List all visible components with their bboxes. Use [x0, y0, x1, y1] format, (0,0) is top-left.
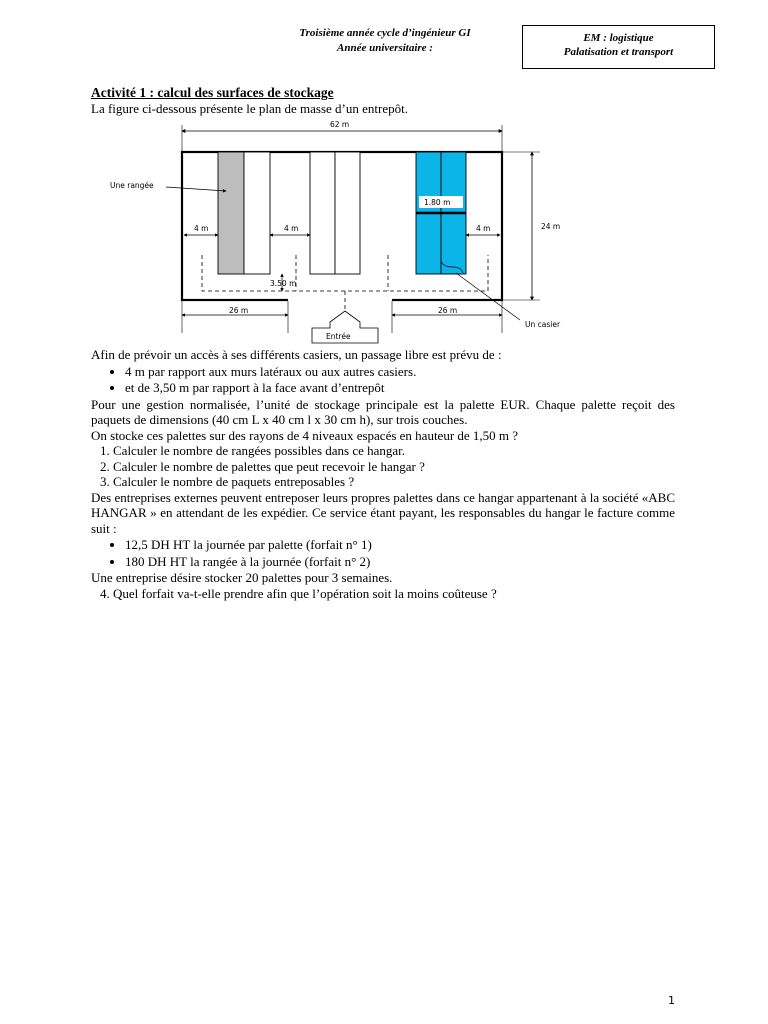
exercise-body	[91, 347, 675, 601]
access-item: • et de 3,50 m par rapport à la face avant d’entrepôt	[125, 380, 675, 396]
warehouse-plan-drawing	[100, 115, 570, 345]
label-gap-right: 4 m	[476, 224, 491, 233]
question-item: 1. Calculer le nombre de rangées possibles dans ce hangar.	[113, 443, 675, 459]
activity-intro: La figure ci-dessous présente le plan de masse d’un entrepôt.	[91, 100, 408, 116]
question-4-list	[91, 586, 675, 602]
label-bottom-right: 26 m	[438, 306, 458, 315]
rack-row-2-left	[310, 152, 335, 274]
label-gap-left: 4 m	[194, 224, 209, 233]
header-course	[240, 26, 530, 56]
pricing-item: • 12,5 DH HT la journée par palette (forfait n° 1)	[125, 537, 675, 553]
pricing-list	[91, 537, 675, 569]
activity-heading	[91, 85, 675, 116]
label-front-gap: 3.50 m	[270, 279, 297, 288]
header-line-2: Année universitaire :	[337, 42, 433, 54]
rack-row-1-left	[218, 152, 244, 274]
activity-title: Activité 1 : calcul des surfaces de stockage	[91, 85, 334, 100]
pricing-item: • 180 DH HT la rangée à la journée (forfait n° 2)	[125, 554, 675, 570]
rack-row-2-right	[335, 152, 360, 274]
company-text: Une entreprise désire stocker 20 palettes pour 3 semaines.	[91, 570, 393, 585]
header-box-line-1: EM : logistique	[583, 32, 654, 44]
shelves-text: On stocke ces palettes sur des rayons de 4 niveaux espacés en hauteur de 1,50 m ?	[91, 427, 519, 443]
label-bottom-left: 26 m	[229, 306, 249, 315]
question-item: 4. Quel forfait va-t-elle prendre afin que l’opération soit la moins coûteuse ?	[113, 586, 675, 602]
external-text: Des entreprises externes peuvent entreposer leurs propres palettes dans ce hangar appartenant à la société «ABC HANGAR » en attendant de les expédier. Ce service étant payant, les responsables du hangar le facture comme suit :	[91, 489, 675, 536]
question-item: 2. Calculer le nombre de palettes que peut recevoir le hangar ?	[113, 459, 675, 475]
access-item: • 4 m par rapport aux murs latéraux ou aux autres casiers.	[125, 364, 675, 380]
questions-list	[91, 443, 675, 490]
pallet-text: Pour une gestion normalisée, l’unité de stockage principale est la palette EUR. Chaque palette reçoit des paquets de dimensions (40 cm L x 40 cm l x 30 cm h), sur trois couches.	[91, 396, 675, 427]
label-gap-mid: 4 m	[284, 224, 299, 233]
question-item: 3. Calculer le nombre de paquets entreposables ?	[113, 474, 675, 490]
rack-row-1-right	[244, 152, 270, 274]
header-box-line-2: Palatisation et transport	[563, 46, 674, 58]
access-intro: Afin de prévoir un accès à ses différents casiers, un passage libre est prévu de :	[91, 347, 502, 362]
page-number: 1	[668, 994, 675, 1007]
label-entrance: Entrée	[326, 332, 351, 341]
access-list	[91, 364, 675, 396]
label-height: 24 m	[541, 222, 561, 231]
label-depth: 1.80 m	[424, 198, 451, 207]
label-row: Une rangée	[110, 181, 154, 190]
header-line-1: Troisième année cycle d’ingénieur GI	[299, 27, 471, 39]
label-width: 62 m	[330, 120, 350, 129]
header-module-box	[522, 25, 715, 69]
warehouse-plan-figure	[100, 115, 570, 345]
label-rack: Un casier	[525, 320, 561, 329]
